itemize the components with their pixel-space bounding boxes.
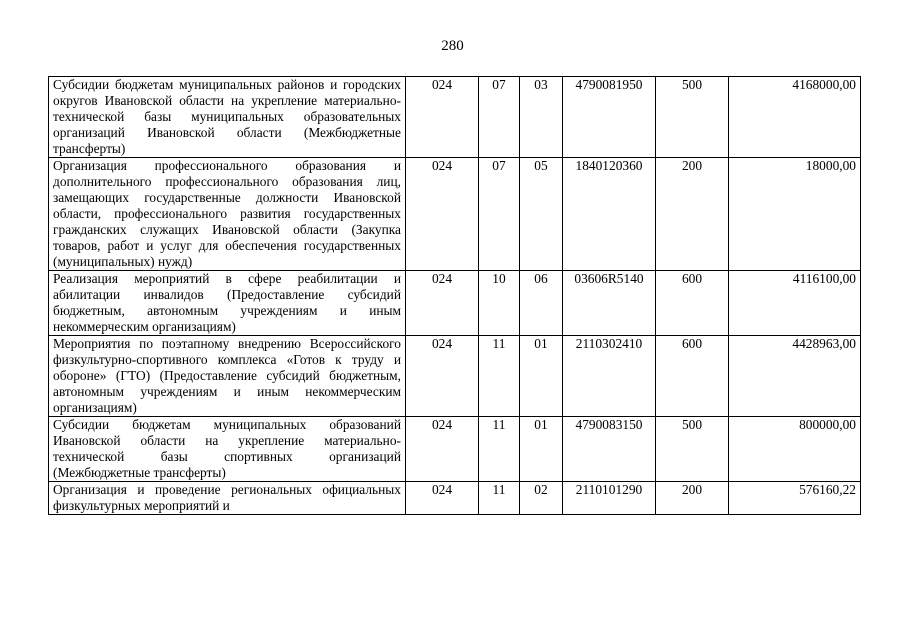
row-target-article: 4790081950 (563, 77, 656, 158)
row-description: Субсидии бюджетам муниципальных районов и городских округов Ивановской области на укрепление материально-технической базы муниципальных образовательных организаций Ивановской области (Межбюджетные трансферты) (49, 77, 406, 158)
table-row (49, 77, 861, 158)
table-row (49, 336, 861, 417)
row-subsection-code: 03 (520, 77, 563, 158)
table-row (49, 158, 861, 271)
table-body (49, 77, 861, 515)
row-description: Мероприятия по поэтапному внедрению Всероссийского физкультурно-спортивного комплекса «Готов к труду и обороне» (ГТО) (Предоставление субсидий бюджетным, автономным учреждениям и иным некоммерческим организациям) (49, 336, 406, 417)
row-expense-type: 200 (656, 158, 729, 271)
row-section-code: 10 (479, 271, 520, 336)
row-target-article: 2110302410 (563, 336, 656, 417)
row-expense-type: 600 (656, 336, 729, 417)
row-subsection-code: 01 (520, 417, 563, 482)
row-subsection-code: 01 (520, 336, 563, 417)
budget-table (48, 76, 861, 515)
row-subsection-code: 02 (520, 482, 563, 515)
row-expense-type: 500 (656, 77, 729, 158)
row-amount: 800000,00 (729, 417, 861, 482)
row-section-code: 07 (479, 158, 520, 271)
row-amount: 4116100,00 (729, 271, 861, 336)
row-target-article: 2110101290 (563, 482, 656, 515)
row-section-code: 11 (479, 417, 520, 482)
row-subsection-code: 05 (520, 158, 563, 271)
row-ministry-code: 024 (406, 417, 479, 482)
row-amount: 576160,22 (729, 482, 861, 515)
row-ministry-code: 024 (406, 336, 479, 417)
row-target-article: 4790083150 (563, 417, 656, 482)
row-section-code: 11 (479, 482, 520, 515)
table-row (49, 417, 861, 482)
row-amount: 4428963,00 (729, 336, 861, 417)
page-number: 280 (441, 38, 464, 54)
row-section-code: 07 (479, 77, 520, 158)
row-section-code: 11 (479, 336, 520, 417)
table-row (49, 271, 861, 336)
row-expense-type: 200 (656, 482, 729, 515)
row-amount: 4168000,00 (729, 77, 861, 158)
row-subsection-code: 06 (520, 271, 563, 336)
row-ministry-code: 024 (406, 482, 479, 515)
row-description: Реализация мероприятий в сфере реабилитации и абилитации инвалидов (Предоставление субсидий бюджетным, автономным учреждениям и иным некоммерческим организациям) (49, 271, 406, 336)
row-ministry-code: 024 (406, 77, 479, 158)
row-expense-type: 500 (656, 417, 729, 482)
row-expense-type: 600 (656, 271, 729, 336)
row-ministry-code: 024 (406, 271, 479, 336)
row-target-article: 03606R5140 (563, 271, 656, 336)
row-amount: 18000,00 (729, 158, 861, 271)
row-description: Субсидии бюджетам муниципальных образований Ивановской области на укрепление материально-технической базы спортивных организаций (Межбюджетные трансферты) (49, 417, 406, 482)
row-ministry-code: 024 (406, 158, 479, 271)
row-description: Организация профессионального образования и дополнительного профессионального образования лиц, замещающих государственные должности Ивановской области, профессионального развития государственных гражданских служащих Ивановской области (Закупка товаров, работ и услуг для обеспечения государственных (муниципальных) нужд) (49, 158, 406, 271)
row-target-article: 1840120360 (563, 158, 656, 271)
row-description: Организация и проведение региональных официальных физкультурных мероприятий и (49, 482, 406, 515)
table-row (49, 482, 861, 515)
